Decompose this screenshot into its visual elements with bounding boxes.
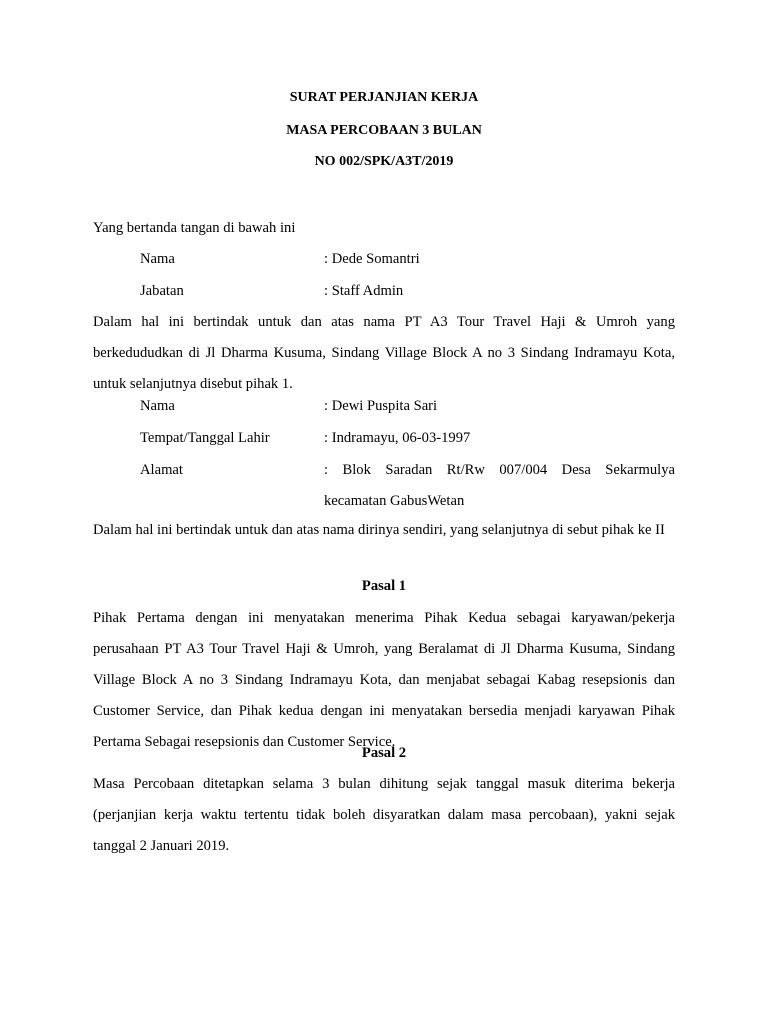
party2-address-value: : Blok Saradan Rt/Rw 007/004 Desa Sekarmulya kecamatan GabusWetan: [324, 462, 675, 509]
pasal1-body: Pihak Pertama dengan ini menyatakan menerima Pihak Kedua sebagai karyawan/pekerja perusahaan PT A3 Tour Travel Haji & Umroh, yang Beralamat di Jl Dharma Kusuma, Sindang Village Block A no 3 Sindang Indramayu Kota, dan menjabat sebagai Kabag resepsionis dan Customer Service, dan Pihak kedua dengan ini menyatakan bersedia menjadi karyawan Pihak Pertama Sebagai resepsionis dan Customer Service.: [93, 610, 675, 750]
document-number: NO 002/SPK/A3T/2019: [314, 154, 454, 169]
party1-name-value: : Dede Somantri: [324, 251, 420, 267]
pasal1-heading: Pasal 1: [361, 578, 407, 594]
document-subtitle: MASA PERCOBAAN 3 BULAN: [286, 123, 482, 138]
intro-text: Yang bertanda tangan di bawah ini: [93, 220, 296, 236]
party1-position-value: : Staff Admin: [324, 283, 404, 299]
party2-address-label: Alamat: [140, 462, 183, 478]
party1-description: Dalam hal ini bertindak untuk dan atas nama PT A3 Tour Travel Haji & Umroh yang berkedududkan di Jl Dharma Kusuma, Sindang Village Block A no 3 Sindang Indramayu Kota, untuk selanjutnya disebut pihak 1.: [93, 314, 675, 392]
party2-birth-value: : Indramayu, 06-03-1997: [324, 430, 471, 446]
party2-description: Dalam hal ini bertindak untuk dan atas nama dirinya sendiri, yang selanjutnya di sebut pihak ke II: [93, 522, 665, 538]
party2-name-value: : Dewi Puspita Sari: [324, 398, 438, 414]
party1-name-label: Nama: [140, 251, 175, 267]
document-title: SURAT PERJANJIAN KERJA: [289, 90, 479, 105]
pasal2-heading: Pasal 2: [361, 745, 407, 761]
pasal2-body: Masa Percobaan ditetapkan selama 3 bulan dihitung sejak tanggal masuk diterima bekerja (perjanjian kerja waktu tertentu tidak boleh disyaratkan dalam masa percobaan), yakni sejak tanggal 2 Januari 2019.: [93, 776, 675, 854]
party2-birth-label: Tempat/Tanggal Lahir: [140, 430, 270, 446]
party2-name-label: Nama: [140, 398, 175, 414]
party1-position-label: Jabatan: [140, 283, 184, 299]
